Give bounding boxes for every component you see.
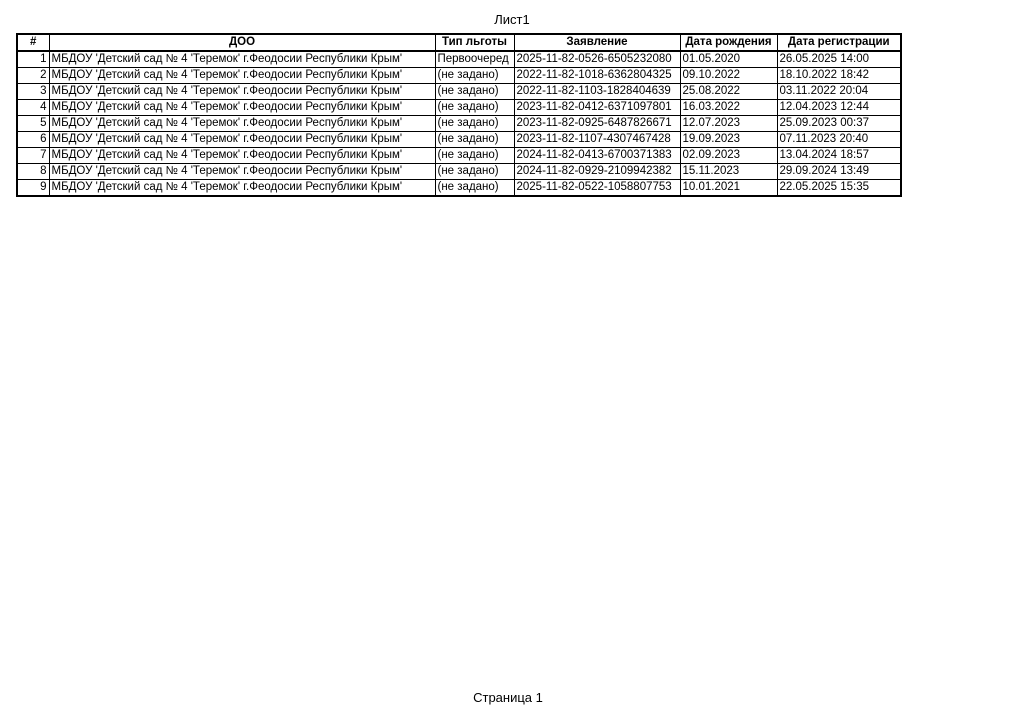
cell-application: 2023-11-82-1107-4307467428 [514, 132, 680, 148]
cell-number: 7 [17, 148, 49, 164]
cell-benefit-type: (не задано) [435, 100, 514, 116]
cell-birth-date: 15.11.2023 [680, 164, 777, 180]
cell-benefit-type: Первоочеред [435, 51, 514, 68]
cell-application: 2022-11-82-1103-1828404639 [514, 84, 680, 100]
cell-registration-date: 13.04.2024 18:57 [777, 148, 901, 164]
cell-registration-date: 03.11.2022 20:04 [777, 84, 901, 100]
col-header-birth-date: Дата рождения [680, 34, 777, 51]
cell-number: 1 [17, 51, 49, 68]
cell-registration-date: 07.11.2023 20:40 [777, 132, 901, 148]
cell-application: 2024-11-82-0929-2109942382 [514, 164, 680, 180]
cell-birth-date: 12.07.2023 [680, 116, 777, 132]
cell-application: 2023-11-82-0925-6487826671 [514, 116, 680, 132]
col-header-benefit-type: Тип льготы [435, 34, 514, 51]
cell-birth-date: 02.09.2023 [680, 148, 777, 164]
cell-benefit-type: (не задано) [435, 68, 514, 84]
cell-benefit-type: (не задано) [435, 116, 514, 132]
cell-birth-date: 16.03.2022 [680, 100, 777, 116]
page-footer: Страница 1 [473, 690, 543, 705]
cell-doo: МБДОУ 'Детский сад № 4 'Теремок' г.Феодосии Республики Крым' [49, 164, 435, 180]
cell-doo: МБДОУ 'Детский сад № 4 'Теремок' г.Феодосии Республики Крым' [49, 84, 435, 100]
table-row [17, 132, 901, 148]
col-header-application: Заявление [514, 34, 680, 51]
cell-benefit-type: (не задано) [435, 132, 514, 148]
cell-number: 2 [17, 68, 49, 84]
cell-registration-date: 18.10.2022 18:42 [777, 68, 901, 84]
cell-application: 2025-11-82-0522-1058807753 [514, 180, 680, 197]
table-row [17, 51, 901, 68]
cell-birth-date: 09.10.2022 [680, 68, 777, 84]
cell-number: 9 [17, 180, 49, 197]
cell-birth-date: 19.09.2023 [680, 132, 777, 148]
col-header-doo: ДОО [49, 34, 435, 51]
cell-birth-date: 10.01.2021 [680, 180, 777, 197]
cell-benefit-type: (не задано) [435, 164, 514, 180]
cell-number: 6 [17, 132, 49, 148]
table-row [17, 84, 901, 100]
cell-doo: МБДОУ 'Детский сад № 4 'Теремок' г.Феодосии Республики Крым' [49, 132, 435, 148]
table-row [17, 148, 901, 164]
header-row [17, 34, 901, 51]
cell-doo: МБДОУ 'Детский сад № 4 'Теремок' г.Феодосии Республики Крым' [49, 68, 435, 84]
table-row [17, 100, 901, 116]
cell-doo: МБДОУ 'Детский сад № 4 'Теремок' г.Феодосии Республики Крым' [49, 180, 435, 197]
cell-registration-date: 29.09.2024 13:49 [777, 164, 901, 180]
col-header-number: # [17, 34, 49, 51]
cell-number: 8 [17, 164, 49, 180]
col-header-registration-date: Дата регистрации [777, 34, 901, 51]
cell-application: 2022-11-82-1018-6362804325 [514, 68, 680, 84]
table-row [17, 180, 901, 197]
table-row [17, 68, 901, 84]
cell-doo: МБДОУ 'Детский сад № 4 'Теремок' г.Феодосии Республики Крым' [49, 51, 435, 68]
cell-benefit-type: (не задано) [435, 84, 514, 100]
cell-application: 2024-11-82-0413-6700371383 [514, 148, 680, 164]
cell-birth-date: 01.05.2020 [680, 51, 777, 68]
cell-number: 5 [17, 116, 49, 132]
cell-doo: МБДОУ 'Детский сад № 4 'Теремок' г.Феодосии Республики Крым' [49, 116, 435, 132]
cell-birth-date: 25.08.2022 [680, 84, 777, 100]
cell-application: 2023-11-82-0412-6371097801 [514, 100, 680, 116]
cell-doo: МБДОУ 'Детский сад № 4 'Теремок' г.Феодосии Республики Крым' [49, 148, 435, 164]
data-table [16, 33, 902, 197]
table-row [17, 164, 901, 180]
cell-benefit-type: (не задано) [435, 148, 514, 164]
cell-registration-date: 22.05.2025 15:35 [777, 180, 901, 197]
cell-number: 4 [17, 100, 49, 116]
cell-benefit-type: (не задано) [435, 180, 514, 197]
cell-registration-date: 12.04.2023 12:44 [777, 100, 901, 116]
cell-number: 3 [17, 84, 49, 100]
cell-application: 2025-11-82-0526-6505232080 [514, 51, 680, 68]
table-row [17, 116, 901, 132]
cell-registration-date: 25.09.2023 00:37 [777, 116, 901, 132]
cell-doo: МБДОУ 'Детский сад № 4 'Теремок' г.Феодосии Республики Крым' [49, 100, 435, 116]
cell-registration-date: 26.05.2025 14:00 [777, 51, 901, 68]
sheet-title: Лист1 [494, 12, 530, 27]
